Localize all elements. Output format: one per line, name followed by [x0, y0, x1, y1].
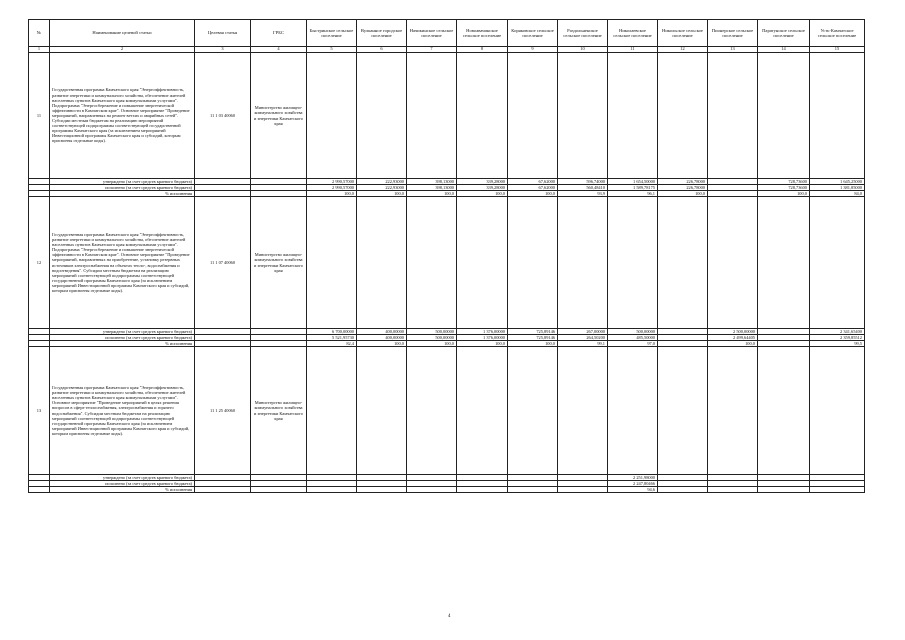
value-cell	[810, 487, 865, 493]
value-cell	[758, 487, 810, 493]
value-cell	[658, 487, 708, 493]
value-cell: 100,0	[758, 191, 810, 197]
row-number: 11	[29, 53, 50, 179]
value-cell: 2 990,57000	[307, 179, 357, 185]
value-cell: 596,74000	[558, 179, 608, 185]
column-number: 5	[307, 47, 357, 53]
value-cell: 1 376,00000	[457, 335, 508, 341]
empty-cell	[810, 197, 865, 329]
row-description: Государственная программа Камчатского края "Энергоэффективность, развитие энергетики и коммунального хозяйства, обеспечение жителей населенных пунктов Камчатского края коммунальными услугами". Подпрограмма "Энергосбережение и повышение энергетической эффективности в Камчатском крае". Основное мероприятие "Проведение мероприятий, направленных на ремонт ветхих и аварийных сетей". Субсидии местным бюджетам на реализацию мероприятий соответствующей подпрограммы соответствующей государственной программы Камчатского края (за исключением мероприятий Инвестиционной программы Камчатского края и субсидий, которым присвоены отдельные коды).	[50, 53, 195, 179]
column-header: Пионерское сельское поселение	[708, 20, 758, 47]
approved-label: утверждено (за счет средств краевого бюджета)	[50, 329, 195, 335]
row-number: 12	[29, 197, 50, 329]
empty-cell	[29, 487, 50, 493]
value-cell: 222,93000	[357, 179, 407, 185]
value-cell: 560,48410	[558, 185, 608, 191]
column-header: №	[29, 20, 50, 47]
grbs-name: Министерство жилищно-коммунального хозяйства и энергетики Камчатского края	[251, 197, 307, 329]
executed-label: исполнено (за счет средств краевого бюджета)	[50, 185, 195, 191]
empty-cell	[508, 53, 558, 179]
table-row	[29, 347, 865, 475]
value-cell: 222,93000	[357, 185, 407, 191]
value-cell: 264,50200	[558, 335, 608, 341]
value-cell: 100,0	[407, 191, 457, 197]
value-cell: 100,0	[457, 341, 508, 347]
table-body	[29, 53, 865, 493]
column-number: 6	[357, 47, 407, 53]
column-number: 1	[29, 47, 50, 53]
value-cell: 99,5	[810, 341, 865, 347]
column-number: 9	[508, 47, 558, 53]
value-cell	[307, 487, 357, 493]
value-cell: 500,00000	[407, 329, 457, 335]
table-row	[29, 197, 865, 329]
value-cell: 339,28000	[457, 179, 508, 185]
grbs-name: Министерство жилищно-коммунального хозяйства и энергетики Камчатского края	[251, 53, 307, 179]
value-cell: 500,00000	[608, 329, 658, 335]
column-header: Никольское сельское поселение	[658, 20, 708, 47]
column-number: 3	[195, 47, 251, 53]
value-cell: 96,1	[608, 191, 658, 197]
empty-cell	[508, 347, 558, 475]
percent-label: % исполнения	[50, 341, 195, 347]
approved-label: утверждено (за счет средств краевого бюджета)	[50, 475, 195, 481]
column-number: 10	[558, 47, 608, 53]
empty-cell	[195, 487, 251, 493]
value-cell: 94,6	[608, 487, 658, 493]
target-article-code: 11 1 07 40060	[195, 197, 251, 329]
column-header: Наименование целевой статьи	[50, 20, 195, 47]
empty-cell	[608, 53, 658, 179]
target-article-code: 11 1 25 40060	[195, 347, 251, 475]
value-cell: 398,13000	[407, 179, 457, 185]
column-number: 12	[658, 47, 708, 53]
column-header: ГРБС	[251, 20, 307, 47]
value-cell: 1 381,85000	[810, 185, 865, 191]
empty-cell	[407, 347, 457, 475]
value-cell: 2 251,98000	[608, 475, 658, 481]
value-cell: 1 589,78175	[608, 185, 658, 191]
executed-label: исполнено (за счет средств краевого бюджета)	[50, 335, 195, 341]
value-cell	[508, 487, 558, 493]
percent-row	[29, 487, 865, 493]
value-cell: 99,1	[558, 341, 608, 347]
value-cell: 100,0	[508, 341, 558, 347]
value-cell	[708, 487, 758, 493]
value-cell: 2 341,65400	[810, 329, 865, 335]
column-number: 7	[407, 47, 457, 53]
column-header: Вулканное городское поселение	[357, 20, 407, 47]
column-number: 2	[50, 47, 195, 53]
empty-cell	[457, 197, 508, 329]
empty-cell	[508, 197, 558, 329]
column-header: Быстринское сельское поселение	[307, 20, 357, 47]
value-cell: 1 645,25000	[810, 179, 865, 185]
column-header: Паратунское сельское поселение	[758, 20, 810, 47]
percent-label: % исполнения	[50, 191, 195, 197]
executed-label: исполнено (за счет средств краевого бюджета)	[50, 481, 195, 487]
empty-cell	[558, 197, 608, 329]
row-description: Государственная программа Камчатского края "Энергоэффективность, развитие энергетики и коммунального хозяйства, обеспечение жителей населенных пунктов Камчатского края коммунальными услугами". Основное мероприятие "Проведение мероприятий в целях решения вопросов в сфере теплоснабжения, электроснабжения и горячего водоснабжения". Субсидии местным бюджетам на реализацию мероприятий соответствующей подпрограммы соответствующей государственной программы Камчатского края (за исключением мероприятий Инвестиционной программы Камчатского края и субсидий, которым присвоены отдельные коды).	[50, 347, 195, 475]
table-row	[29, 53, 865, 179]
value-cell: 728,73600	[758, 185, 810, 191]
empty-cell	[357, 347, 407, 475]
value-cell: 2 499,64405	[708, 335, 758, 341]
value-cell: 100,0	[307, 191, 357, 197]
empty-cell	[708, 347, 758, 475]
approved-label: утверждено (за счет средств краевого бюджета)	[50, 179, 195, 185]
empty-cell	[307, 197, 357, 329]
value-cell: 400,00000	[357, 335, 407, 341]
empty-cell	[457, 347, 508, 475]
column-header: Начикинское сельское поселение	[407, 20, 457, 47]
empty-cell	[457, 53, 508, 179]
column-number: 14	[758, 47, 810, 53]
budget-table	[28, 19, 865, 493]
value-cell: 5 521,95730	[307, 335, 357, 341]
column-header: Коряковское сельское поселение	[508, 20, 558, 47]
percent-label: % исполнения	[50, 487, 195, 493]
empty-cell	[658, 197, 708, 329]
empty-cell	[658, 53, 708, 179]
empty-cell	[608, 347, 658, 475]
value-cell: 1 654,50000	[608, 179, 658, 185]
grbs-name: Министерство жилищно-коммунального хозяйства и энергетики Камчатского края	[251, 347, 307, 475]
empty-cell	[307, 347, 357, 475]
value-cell	[357, 487, 407, 493]
value-cell: 267,00000	[558, 329, 608, 335]
column-header: Николаевское сельское поселение	[608, 20, 658, 47]
page-number: 4	[448, 614, 451, 619]
value-cell: 100,0	[708, 341, 758, 347]
value-cell: 500,00000	[407, 335, 457, 341]
empty-cell	[357, 53, 407, 179]
approved-row	[29, 329, 865, 335]
value-cell: 100,0	[357, 341, 407, 347]
column-header: Раздольненское сельское поселение	[558, 20, 608, 47]
value-cell: 100,0	[508, 191, 558, 197]
empty-cell	[758, 347, 810, 475]
value-cell: 485,50000	[608, 335, 658, 341]
value-cell: 1 376,00000	[457, 329, 508, 335]
value-cell: 82,4	[307, 341, 357, 347]
value-cell: 398,13000	[407, 185, 457, 191]
value-cell: 725,89146	[508, 329, 558, 335]
value-cell: 93,9	[558, 191, 608, 197]
empty-cell	[558, 347, 608, 475]
value-cell: 97,0	[608, 341, 658, 347]
value-cell: 2 500,00000	[708, 329, 758, 335]
value-cell: 100,0	[457, 191, 508, 197]
value-cell: 100,0	[407, 341, 457, 347]
empty-cell	[758, 197, 810, 329]
value-cell: 226,78000	[658, 185, 708, 191]
value-cell	[558, 487, 608, 493]
empty-cell	[307, 53, 357, 179]
column-header: Целевая статья	[195, 20, 251, 47]
column-number: 8	[457, 47, 508, 53]
value-cell: 725,89146	[508, 335, 558, 341]
value-cell: 339,28000	[457, 185, 508, 191]
value-cell	[407, 487, 457, 493]
target-article-code: 11 1 03 40060	[195, 53, 251, 179]
empty-cell	[357, 197, 407, 329]
value-cell: 67,62000	[508, 179, 558, 185]
column-number: 4	[251, 47, 307, 53]
column-header: Усть-Камчатское сельское поселение	[810, 20, 865, 47]
value-cell: 400,00000	[357, 329, 407, 335]
value-cell: 2 990,57000	[307, 185, 357, 191]
executed-row	[29, 335, 865, 341]
empty-cell	[407, 53, 457, 179]
empty-cell	[758, 53, 810, 179]
empty-cell	[251, 487, 307, 493]
empty-cell	[608, 197, 658, 329]
value-cell: 84,0	[810, 191, 865, 197]
value-cell: 67,62000	[508, 185, 558, 191]
value-cell: 728,73600	[758, 179, 810, 185]
row-description: Государственная программа Камчатского края "Энергоэффективность, развитие энергетики и коммунального хозяйства, обеспечение жителей населенных пунктов Камчатского края коммунальными услугами". Подпрограмма "Энергосбережение и повышение энергетической эффективности в Камчатском крае". Основное мероприятие "Проведение мероприятий, направленных на приобретение, установку резервных источников электроснабжения на объектах тепло-, водоснабжения и водоотведения". Субсидии местным бюджетам на реализацию мероприятий соответствующей подпрограммы соответствующей государственной программы Камчатского края (за исключением мероприятий Инвестиционной программы Камчатского края и субсидий, которым присвоены отдельные коды).	[50, 197, 195, 329]
value-cell: 2 247,80466	[608, 481, 658, 487]
column-number: 11	[608, 47, 658, 53]
value-cell: 6 700,00000	[307, 329, 357, 335]
value-cell: 100,0	[357, 191, 407, 197]
value-cell: 226,78000	[658, 179, 708, 185]
header-row	[29, 20, 865, 47]
empty-cell	[658, 347, 708, 475]
value-cell	[457, 487, 508, 493]
empty-cell	[708, 197, 758, 329]
value-cell: 100,0	[658, 191, 708, 197]
empty-cell	[407, 197, 457, 329]
empty-cell	[810, 347, 865, 475]
column-number: 15	[810, 47, 865, 53]
empty-cell	[708, 53, 758, 179]
column-header: Новоавачинское сельское поселение	[457, 20, 508, 47]
empty-cell	[810, 53, 865, 179]
column-number: 13	[708, 47, 758, 53]
row-number: 13	[29, 347, 50, 475]
value-cell: 2 359,85512	[810, 335, 865, 341]
empty-cell	[558, 53, 608, 179]
